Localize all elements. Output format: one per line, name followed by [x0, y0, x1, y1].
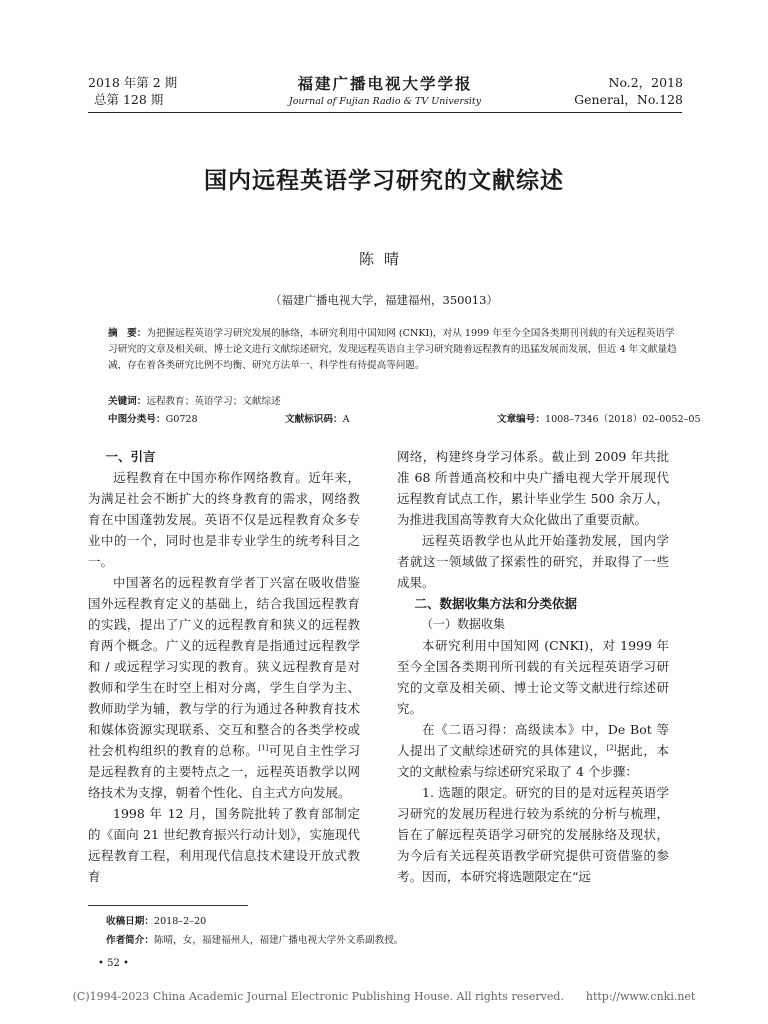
- citation-ref[interactable]: [2]: [606, 743, 617, 752]
- header-issue-cn: [88, 74, 177, 108]
- paragraph: 远程英语教学也从此开始蓬勃发展，国内学者就这一领域做了探索性的研究，并取得了一些成果。: [397, 533, 669, 590]
- copyright-notice: (C)1994-2023 China Academic Journal Electronic Publishing House. All rights reserved. http://www.cnki.net: [72, 990, 696, 1003]
- citation-ref[interactable]: [1]: [258, 743, 269, 752]
- page-number: • 52 •: [98, 958, 129, 969]
- article-number: [497, 411, 701, 425]
- paragraph-text: 可见自主性学习是远程教育的主要特点之一，远程英语教学以网络技术为支撑，朝着个性化、自主式方向发展。: [88, 743, 360, 800]
- journal-name-en: Journal of Fujian Radio & TV University: [288, 96, 482, 107]
- paragraph: [88, 572, 360, 803]
- clc-label: 中图分类号：: [108, 414, 166, 425]
- subsection-heading-data: （一）数据收集: [421, 617, 506, 631]
- journal-masthead: [250, 72, 520, 107]
- received-label: 收稿日期：: [106, 916, 154, 927]
- paragraph: 1. 选题的限定。研究的目的是对远程英语学习研究的发展历程进行较为系统的分析与梳理，旨在了解远程英语学习研究的发展脉络及现状，为今后有关远程英语教学研究提供可资借鉴的参考。因而，本研究将选题限定在“远: [397, 785, 669, 884]
- left-column: [88, 446, 360, 887]
- article-number-label: 文章编号：: [497, 414, 545, 425]
- paragraph-text: 中国著名的远程教育学者丁兴富在吸收借鉴国外远程教育定义的基础上，结合我国远程教育的实践，提出了广义的远程教育和狭义的远程教育两个概念。广义的远程教育是指通过远程教学和 / 或远程学习实现的教育。狭义远程教育是对教师和学生在时空上相对分离，学生自学为主、教师助学为辅，教与学的行为通过各种教育技术和媒体资源实现联系、交互和整合的各类学校或社会机构组织的教育的总称。: [88, 575, 360, 758]
- keywords-text: 远程教育；英语学习；文献综述: [146, 396, 281, 407]
- paragraph: 远程教育在中国亦称作网络教育。近年来，为满足社会不断扩大的终身教育的需求，网络教育在中国蓬勃发展。英语不仅是远程教育众多专业中的一个，同时也是非专业学生的统考科目之一。: [88, 470, 360, 569]
- header-issue-line-2: 总第 128 期: [94, 92, 164, 107]
- header-issue-en: [574, 74, 683, 108]
- paragraph: 网络，构建终身学习体系。截止到 2009 年共批准 68 所普通高校和中央广播电视大学开展现代远程教育试点工作，累计毕业学生 500 余万人，为推进我国高等教育大众化做出了重要贡献。: [397, 449, 669, 527]
- clc-number: [108, 411, 198, 425]
- footnote-received: [106, 913, 206, 927]
- paragraph-text: 在《二语习得：高级读本》中，De Bot 等人提出了文献综述研究的具体建议，: [397, 722, 669, 758]
- paragraph: [397, 719, 669, 782]
- paragraph-text: 据此，本文的文献检索与综述研究采取了 4 个步骤：: [397, 743, 669, 779]
- header-rule: [88, 112, 682, 113]
- doc-code-value: A: [342, 414, 350, 425]
- doc-code-label: 文献标识码：: [285, 414, 343, 425]
- header-issue-line-1: 2018 年第 2 期: [88, 75, 178, 90]
- abstract-text: 为把握远程英语学习研究发展的脉络，本研究利用中国知网 (CNKI)，对从 1999 年至今全国各类期刊刊载的有关远程英语学习研究的文章及相关硕、博士论文进行文献综述研究，发现远程英语自主学习研究随着远程教育的迅猛发展而发展，但近 4 年文献量趋减，存在着各类研究比例不均衡、研究方法单一、科学性有待提高等问题。: [108, 328, 677, 371]
- keywords-label: 关键词：: [108, 396, 147, 407]
- author-affiliation: （福建广播电视大学，福建福州，350013）: [270, 293, 498, 307]
- paragraph: 1998 年 12 月，国务院批转了教育部制定的《面向 21 世纪教育振兴行动计划》，实施现代远程教育工程，利用现代信息技术建设开放式教育: [88, 806, 360, 884]
- section-heading-intro: 一、引言: [105, 449, 156, 464]
- clc-value: G0728: [165, 414, 198, 425]
- section-heading-methods: 二、数据收集方法和分类依据: [414, 596, 578, 611]
- header-issue-en-line-2: General，No.128: [574, 92, 683, 107]
- header-issue-en-line-1: No.2，2018: [608, 75, 683, 90]
- document-code: [285, 411, 350, 425]
- keywords: [108, 393, 281, 407]
- abstract: [108, 326, 683, 374]
- right-column: [397, 446, 669, 887]
- author-bio-label: 作者简介：: [106, 935, 154, 946]
- article-number-value: 1008–7346（2018）02–0052–05: [544, 414, 701, 425]
- abstract-label: 摘 要：: [108, 328, 147, 339]
- footnote-author-bio: [106, 932, 403, 946]
- article-author: 陈晴: [358, 250, 409, 268]
- article-title: 国内远程英语学习研究的文献综述: [204, 168, 564, 194]
- journal-name-cn: 福建广播电视大学学报: [297, 75, 473, 93]
- author-bio-value: 陈晴，女，福建福州人，福建广播电视大学外文系副教授。: [153, 935, 404, 946]
- received-value: 2018–2–20: [153, 916, 207, 927]
- footnote-rule: [88, 905, 248, 906]
- paragraph: 本研究利用中国知网 (CNKI)，对 1999 年至今全国各类期刊所刊载的有关远程英语学习研究的文章及相关硕、博士论文等文献进行综述研究。: [397, 638, 669, 716]
